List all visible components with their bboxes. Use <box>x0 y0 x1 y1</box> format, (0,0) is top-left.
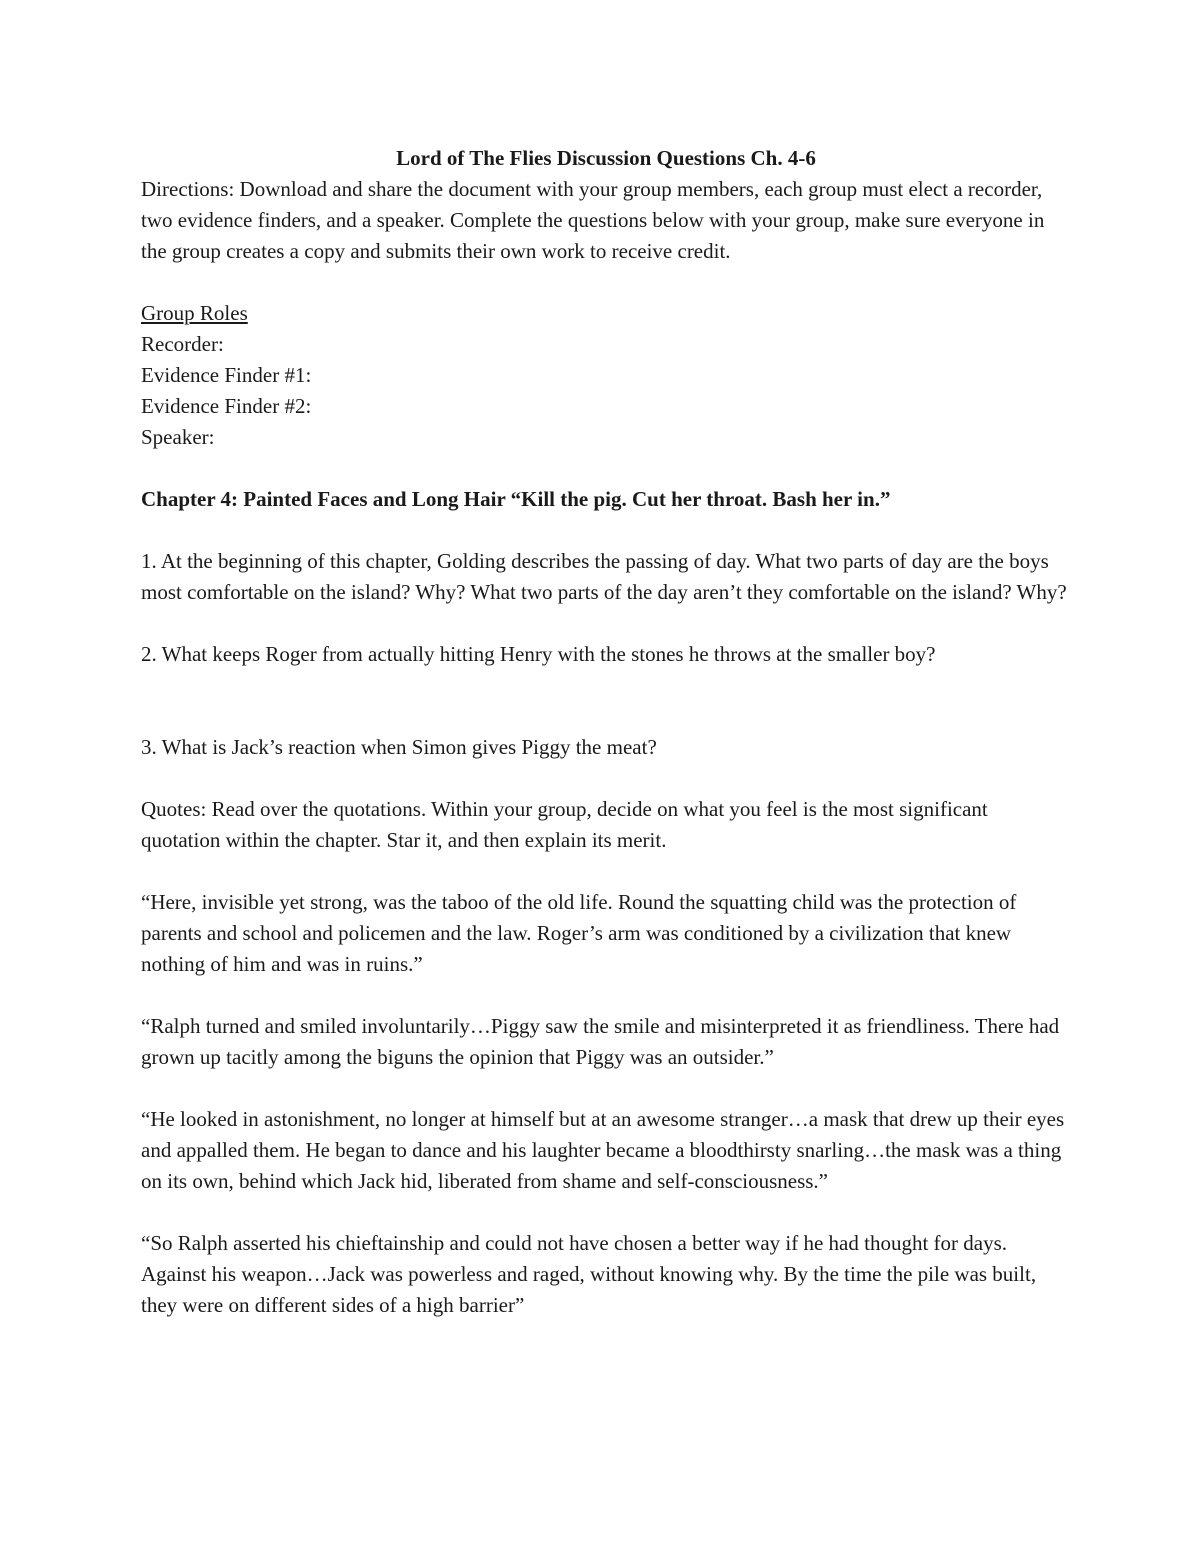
directions-text: Directions: Download and share the document with your group members, each group must elect a recorder, two evidence finders, and a speaker. Complete the questions below with your group, make sure everyone in the group creates a copy and submits their own work to receive credit. <box>141 177 1045 263</box>
quote-2: “Ralph turned and smiled involuntarily…Piggy saw the smile and misinterpreted it as friendliness. There had grown up tacitly among the biguns the opinion that Piggy was an outsider.” <box>141 1014 1060 1069</box>
quote-1: “Here, invisible yet strong, was the taboo of the old life. Round the squatting child was the protection of parents and school and policemen and the law. Roger’s arm was conditioned by a civilization that knew nothing of him and was in ruins.” <box>141 890 1017 976</box>
spacer <box>141 856 1071 887</box>
spacer <box>141 453 1071 484</box>
group-roles-section <box>141 298 1071 453</box>
quote-3: “He looked in astonishment, no longer at himself but at an awesome stranger…a mask that drew up their eyes and appalled them. He began to dance and his laughter became a bloodthirsty snarling…the mask was a thing on its own, behind which Jack hid, liberated from shame and self-consciousness.” <box>141 1107 1065 1193</box>
quote-4: “So Ralph asserted his chieftainship and could not have chosen a better way if he had thought for days. Against his weapon…Jack was powerless and raged, without knowing why. By the time the pile was built, they were on different sides of a high barrier” <box>141 1231 1037 1317</box>
role-speaker: Speaker: <box>141 425 215 449</box>
question-3: 3. What is Jack’s reaction when Simon gives Piggy the meat? <box>141 735 657 759</box>
role-evidence-finder-2: Evidence Finder #2: <box>141 394 312 418</box>
question-1: 1. At the beginning of this chapter, Golding describes the passing of day. What two parts of day are the boys most comfortable on the island? Why? What two parts of the day aren’t they comfortable on the island? Why? <box>141 549 1067 604</box>
document-title: Lord of The Flies Discussion Questions Ch. 4-6 <box>396 146 816 170</box>
spacer <box>141 1197 1071 1228</box>
spacer <box>141 1073 1071 1104</box>
spacer <box>141 267 1071 298</box>
document-body <box>141 143 1071 1321</box>
role-evidence-finder-1: Evidence Finder #1: <box>141 363 312 387</box>
spacer <box>141 670 1071 732</box>
spacer <box>141 608 1071 639</box>
spacer <box>141 763 1071 794</box>
question-2: 2. What keeps Roger from actually hitting Henry with the stones he throws at the smaller boy? <box>141 642 936 666</box>
spacer <box>141 515 1071 546</box>
spacer <box>141 980 1071 1011</box>
chapter-heading: Chapter 4: Painted Faces and Long Hair “Kill the pig. Cut her throat. Bash her in.” <box>141 487 891 511</box>
group-roles-heading: Group Roles <box>141 301 248 325</box>
quotes-instructions: Quotes: Read over the quotations. Within your group, decide on what you feel is the most significant quotation within the chapter. Star it, and then explain its merit. <box>141 797 988 852</box>
role-recorder: Recorder: <box>141 332 224 356</box>
